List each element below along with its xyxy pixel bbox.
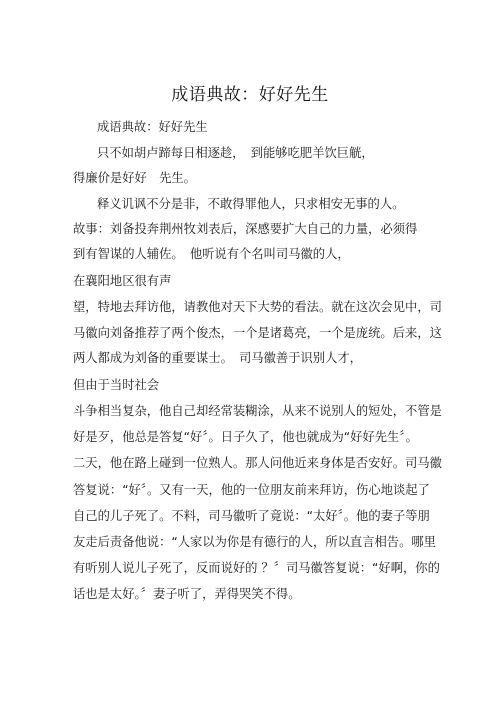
document-title: 成语典故：好好先生 (171, 85, 329, 105)
text-line: 二天，他在路上碰到一位熟人。那人问他近来身体是否安好。司马徽 (73, 456, 442, 470)
text-line: 只不如胡卢蹄每日相逐趁， 到能够吃肥羊饮巨觥， (97, 146, 374, 160)
text-line: 得廉价是好好 先生。 (73, 171, 196, 185)
text-line: 到有智谋的人辅佐。 他听说有个名叫司马徽的人， (73, 247, 350, 261)
text-line: 释义讥讽不分是非，不敢得罪他人，只求相安无事的人。 (97, 197, 405, 211)
text-line: 答复说：“好〞。又有一天，他的一位朋友前来拜访，伤心地谈起了 (73, 483, 430, 497)
text-line: 斗争相当复杂，他自己却经常装糊涂，从来不说别人的短处，不管是 (73, 404, 442, 418)
text-line: 话也是太好。〞妻子听了，弄得哭笑不得。 (73, 587, 301, 601)
text-line: 但由于当时社会 (73, 378, 160, 392)
text-line: 自己的儿子死了。不料，司马徽听了竟说：“太好〞。他的妻子等朋 (73, 509, 430, 523)
text-line: 两人都成为刘备的重要谋士。 司马徽善于识别人才， (73, 351, 362, 365)
text-line: 友走后责备他说：“人家以为你是有德行的人，所以直言相告。哪里 (73, 535, 436, 549)
text-line: 好是歹，他总是答复“好〞。日子久了，他也就成为“好好先生〞。 (73, 430, 418, 444)
text-line: 马徽向刘备推荐了两个俊杰，一个是诸葛亮，一个是庞统。后来，这 (73, 326, 442, 340)
text-line: 在襄阳地区很有声 (73, 274, 172, 288)
text-line: 望，特地去拜访他，请教他对天下大势的看法。就在这次会见中，司 (73, 300, 442, 314)
text-line: 成语典故：好好先生 (97, 120, 208, 134)
text-line: 故事：刘备投奔荆州牧刘表后，深感要扩大自己的力量，必须得 (73, 222, 418, 236)
text-line: 有听别人说儿子死了，反而说好的 ？〞司马徽答复说：“好啊，你的 (73, 561, 440, 575)
